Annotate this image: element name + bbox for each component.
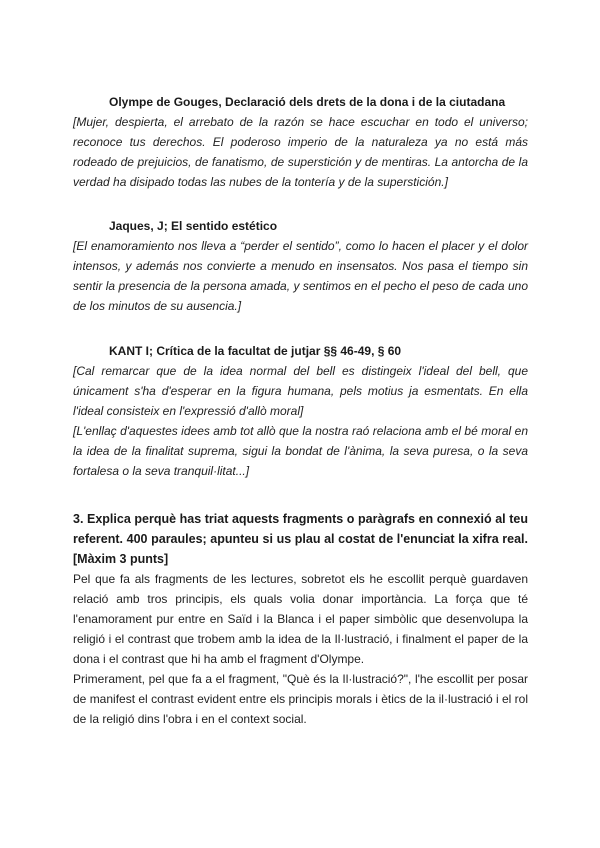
question-text: 3. Explica perquè has triat aquests fragments o paràgrafs en connexió al teu referent. 400 paraules; apunteu si us plau al costat de l'enunciat la xifra real. [Màxim 3 punts]	[73, 512, 528, 566]
answer-paragraph: Pel que fa als fragments de les lectures, sobretot els he escollit perquè guardaven relació amb tros principis, els quals volia donar importància. La força que té l'enamorament pur entre en Saïd i la Blanca i el paper simbòlic que desenvolupa la religió i el contrast que trobem amb la idea de la Il·lustració, i finalment el paper de la dona i el contrast que hi ha amb el fragment d'Olympe.	[73, 572, 528, 666]
fragment-quote: [El enamoramiento nos lleva a “perder el sentido”, como lo hacen el placer y el dolor intensos, y además nos convierte a menudo en insensatos. Nos pasa el tiempo sin sentir la presencia de la persona amada, y sentimos en el pecho el peso de cada uno de los minutos de su ausencia.]	[73, 239, 528, 313]
fragment-title: Jaques, J; El sentido estético	[109, 219, 278, 233]
fragment-jaques	[73, 216, 528, 316]
fragment-quote: [Cal remarcar que de la idea normal del bell es distingeix l'ideal del bell, que únicament s'ha d'esperar en la figura humana, pels motius ja esmentats. En ella l'ideal consisteix en l'expressió d'allò moral]	[73, 364, 528, 418]
answer-text	[73, 569, 528, 729]
fragment-quote: [Mujer, despierta, el arrebato de la razón se hace escuchar en todo el universo; reconoce tus derechos. El poderoso imperio de la naturaleza ya no está más rodeado de prejuicios, de fanatismo, de superstición y de mentiras. La antorcha de la verdad ha disipado todas las nubes de la tontería y de la superstición.]	[73, 115, 528, 189]
fragment-olympe	[73, 92, 528, 192]
fragment-title: KANT I; Crítica de la facultat de jutjar §§ 46-49, § 60	[109, 344, 402, 358]
fragment-title: Olympe de Gouges, Declaració dels drets de la dona i de la ciutadana	[109, 95, 506, 109]
question-block	[73, 509, 528, 729]
fragment-kant	[73, 341, 528, 481]
answer-paragraph: Primerament, pel que fa a el fragment, "Què és la Il·lustració?", l'he escollit per posar de manifest el contrast evident entre els principis morals i ètics de la il·lustració i el rol de la religió dins l'obra i en el context social.	[73, 672, 528, 726]
fragment-quote: [L'enllaç d'aquestes idees amb tot allò que la nostra raó relaciona amb el bé moral en la idea de la finalitat suprema, sigui la bondat de l'ànima, la seva puresa, o la seva fortalesa o la seva tranquil·litat...]	[73, 424, 528, 478]
